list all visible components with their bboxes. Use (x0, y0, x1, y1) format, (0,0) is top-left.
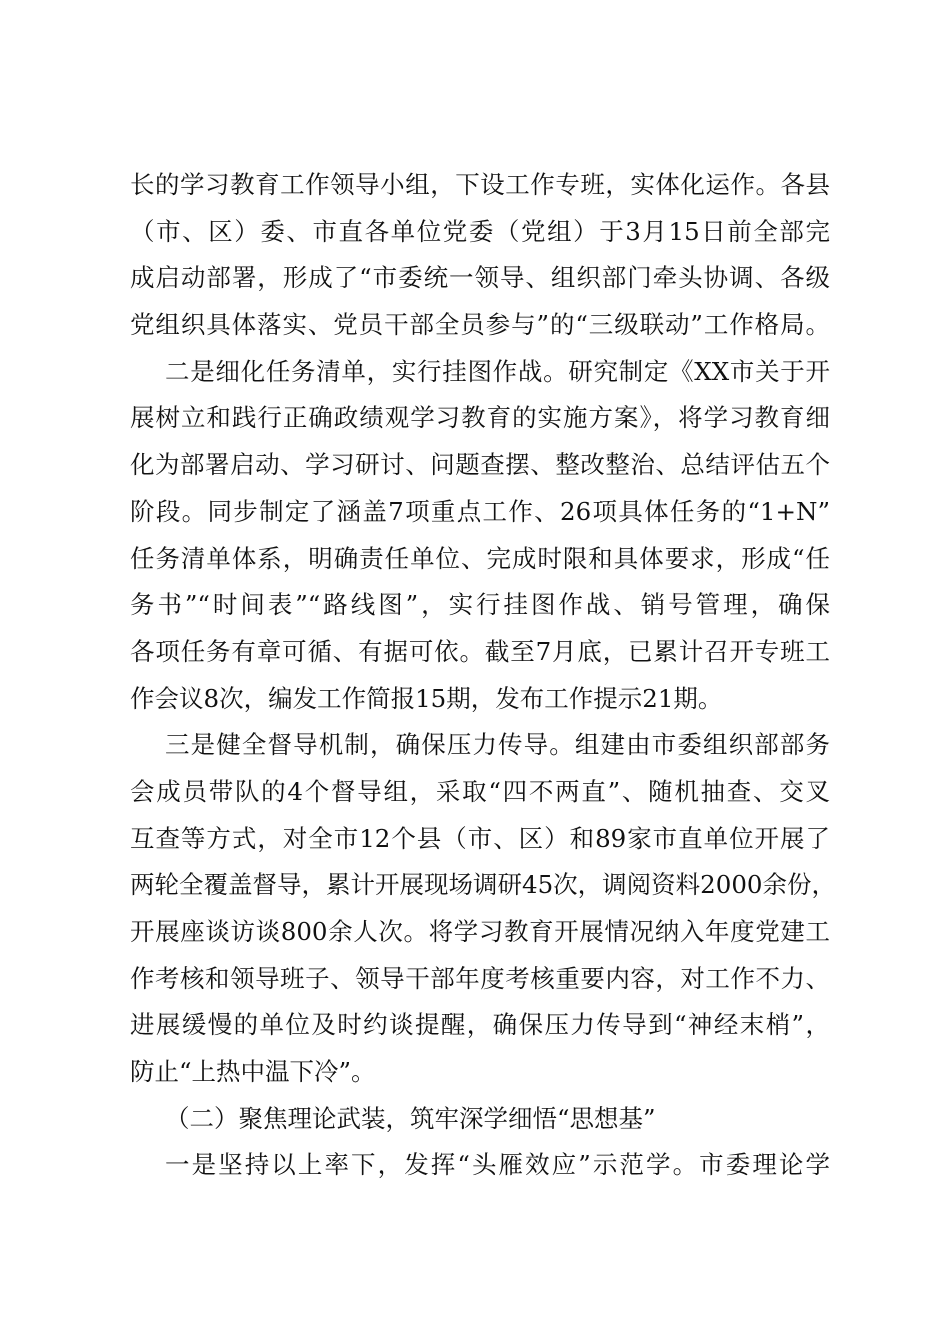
paragraph-3-line-7: 进展缓慢的单位及时约谈提醒，确保压力传导到“神经末梢”， (130, 1010, 830, 1040)
paragraph-2-line-6: 务书”“时间表”“路线图”，实行挂图作战、销号管理，确保 (130, 590, 830, 620)
paragraph-2-line-7: 各项任务有章可循、有据可依。截至7月底，已累计召开专班工 (130, 636, 830, 666)
paragraph-3-line-6: 作考核和领导班子、领导干部年度考核重要内容，对工作不力、 (130, 963, 830, 993)
paragraph-3-line-8: 防止“上热中温下冷”。 (130, 1057, 376, 1087)
paragraph-3-line-5: 开展座谈访谈800余人次。将学习教育开展情况纳入年度党建工 (130, 917, 830, 946)
paragraph-1-line-3: 成启动部署，形成了“市委统一领导、组织部门牵头协调、各级 (130, 263, 830, 293)
paragraph-3-line-4: 两轮全覆盖督导，累计开展现场调研45次，调阅资料2000余份， (130, 870, 837, 900)
paragraph-4-line-1: 一是坚持以上率下，发挥“头雁效应”示范学。市委理论学 (165, 1150, 830, 1180)
paragraph-2-line-3: 化为部署启动、学习研讨、问题查摆、整改整治、总结评估五个 (130, 450, 830, 480)
paragraph-1-line-4: 党组织具体落实、党员干部全员参与”的“三级联动”工作格局。 (130, 310, 830, 340)
paragraph-1-line-1: 长的学习教育工作领导小组，下设工作专班，实体化运作。各县 (130, 170, 830, 199)
paragraph-2-line-1: 二是细化任务清单，实行挂图作战。研究制定《XX市关于开 (165, 356, 830, 386)
paragraph-2-line-4: 阶段。同步制定了涵盖7项重点工作、26项具体任务的“1+N” (130, 496, 830, 526)
paragraph-2-line-2: 展树立和践行正确政绩观学习教育的实施方案》，将学习教育细 (130, 403, 830, 433)
paragraph-1-line-2: （市、区）委、市直各单位党委（党组）于3月15日前全部完 (130, 216, 830, 246)
paragraph-2-line-8: 作会议8次，编发工作简报15期，发布工作提示21期。 (130, 683, 723, 713)
paragraph-2-line-5: 任务清单体系，明确责任单位、完成时限和具体要求，形成“任 (130, 543, 830, 573)
section-heading: （二）聚焦理论武装，筑牢深学细悟“思想基” (165, 1103, 656, 1133)
document-body (130, 162, 837, 1189)
paragraph-3-line-2: 会成员带队的4个督导组，采取“四不两直”、随机抽查、交叉 (130, 776, 830, 806)
paragraph-3-line-1: 三是健全督导机制，确保压力传导。组建由市委组织部部务 (165, 730, 830, 760)
paragraph-3-line-3: 互查等方式，对全市12个县（市、区）和89家市直单位开展了 (130, 823, 830, 853)
